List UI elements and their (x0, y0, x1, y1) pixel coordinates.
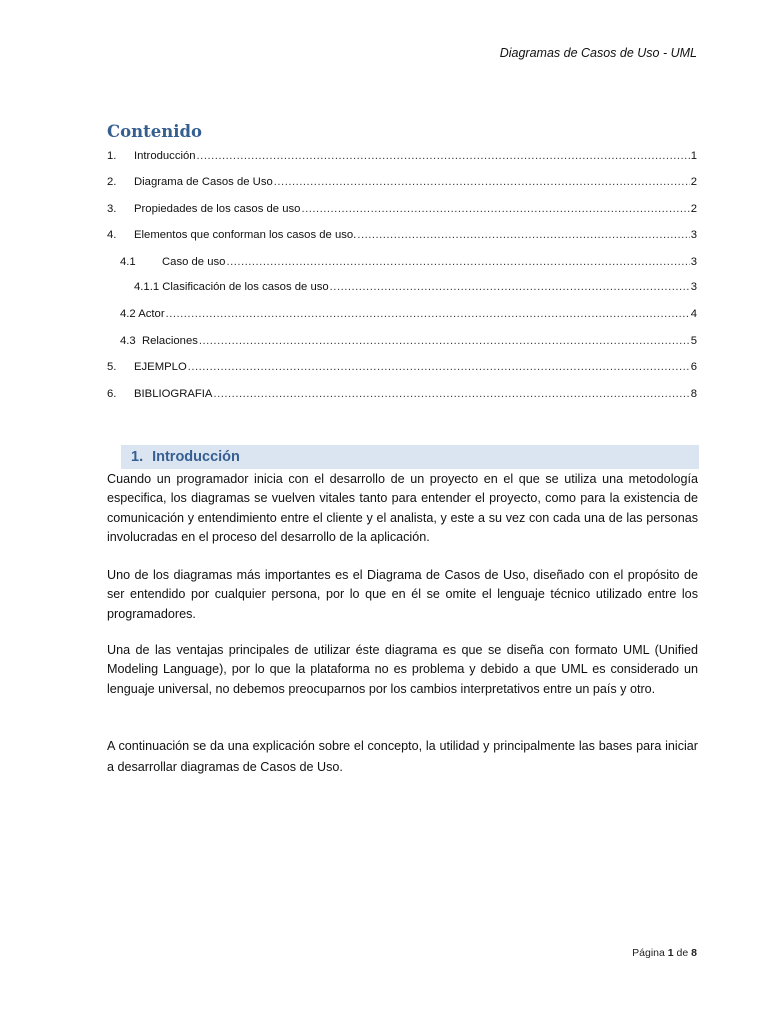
toc-entry-page: 5 (690, 335, 697, 347)
section-heading-number: 1. (131, 449, 144, 465)
toc-entry-label: EJEMPLO (134, 361, 187, 373)
toc-entry-number: 4. (107, 229, 117, 241)
toc-entry-label: 4.2 Actor (120, 308, 165, 320)
toc-leader-dots (213, 386, 689, 402)
toc-entry-bibliografia[interactable] (107, 386, 697, 402)
toc-entry-page: 2 (690, 203, 697, 215)
table-of-contents (0, 0, 768, 420)
toc-entry-page: 4 (690, 308, 697, 320)
toc-entry-caso-de-uso[interactable] (120, 254, 697, 270)
toc-entry-number: 1. (107, 150, 117, 162)
toc-leader-dots (188, 359, 690, 375)
paragraph-2: Uno de los diagramas más importantes es el Diagrama de Casos de Uso, diseñado con el propósito de ser entendido por cualquier persona, por lo que en él se omite el lenguaje técnico utilizado entre los programadores. (107, 568, 698, 621)
toc-leader-dots (199, 333, 690, 349)
toc-entry-label: 4.3 Relaciones (120, 335, 198, 347)
page-footer (632, 947, 697, 959)
toc-leader-dots (274, 174, 690, 190)
toc-entry-label: Propiedades de los casos de uso (134, 203, 301, 215)
toc-entry-page: 3 (690, 229, 697, 241)
paragraph-3: Una de las ventajas principales de utilizar éste diagrama es que se diseña con formato UML (Unified Modeling Language), por lo que la plataforma no es problema y debido a que UML es considerado un lenguaje universal, no debemos preocuparnos por los cambios interpretativos entre un país y otro. (107, 643, 698, 696)
toc-entry-label: Introducción (134, 150, 196, 162)
toc-entry-number: 3. (107, 203, 117, 215)
toc-entry-page: 1 (690, 150, 697, 162)
toc-leader-dots (301, 201, 689, 217)
toc-entry-number: 2. (107, 176, 117, 188)
footer-page-prefix: Página (632, 947, 665, 959)
toc-entry-elementos[interactable] (107, 227, 697, 243)
toc-entry-number: 5. (107, 361, 117, 373)
toc-entry-diagrama[interactable] (107, 174, 697, 190)
toc-leader-dots (166, 306, 690, 322)
page-header-title: Diagramas de Casos de Uso - UML (499, 46, 697, 60)
footer-page-sep: de (676, 947, 689, 959)
toc-entry-ejemplo[interactable] (107, 359, 697, 375)
toc-entry-label: BIBLIOGRAFIA (134, 388, 213, 400)
toc-entry-number: 6. (107, 388, 117, 400)
toc-leader-dots (197, 148, 690, 164)
toc-entry-label: 4.1.1 Clasificación de los casos de uso (134, 281, 329, 293)
section-heading-introduccion (121, 445, 699, 469)
toc-entry-label: Elementos que conforman los casos de uso. (134, 229, 357, 241)
toc-leader-dots (330, 279, 690, 295)
footer-total-pages: 8 (691, 947, 697, 959)
toc-entry-page: 3 (690, 256, 697, 268)
toc-entry-label: Caso de uso (162, 256, 226, 268)
toc-entry-page: 8 (690, 388, 697, 400)
paragraph-1: Cuando un programador inicia con el desarrollo de un proyecto en el que se utiliza una metodología especifica, los diagramas se vuelven vitales tanto para entender el proyecto, como para la existencia de comunicación y entendimiento entre el cliente y el analista, y este a su vez con cada una de las personas involucradas en el proceso del desarrollo de la aplicación. (107, 472, 698, 544)
paragraph-4: A continuación se da una explicación sobre el concepto, la utilidad y principalmente las bases para iniciar a desarrollar diagramas de Casos de Uso. (107, 739, 698, 774)
footer-current-page: 1 (667, 947, 674, 959)
toc-entry-clasificacion[interactable] (134, 279, 697, 295)
toc-entry-actor[interactable] (120, 306, 697, 322)
section-heading-title: Introducción (152, 449, 240, 465)
toc-entry-page: 2 (690, 176, 697, 188)
toc-entry-introduccion[interactable] (107, 148, 697, 164)
toc-title: Contenido (107, 122, 203, 141)
toc-leader-dots (357, 227, 689, 243)
toc-entry-number: 4.1 (120, 256, 136, 268)
toc-entry-label: Diagrama de Casos de Uso (134, 176, 273, 188)
toc-entry-page: 3 (690, 281, 697, 293)
toc-entry-page: 6 (690, 361, 697, 373)
toc-leader-dots (226, 254, 689, 270)
toc-entry-relaciones[interactable] (120, 333, 697, 349)
toc-entry-propiedades[interactable] (107, 201, 697, 217)
